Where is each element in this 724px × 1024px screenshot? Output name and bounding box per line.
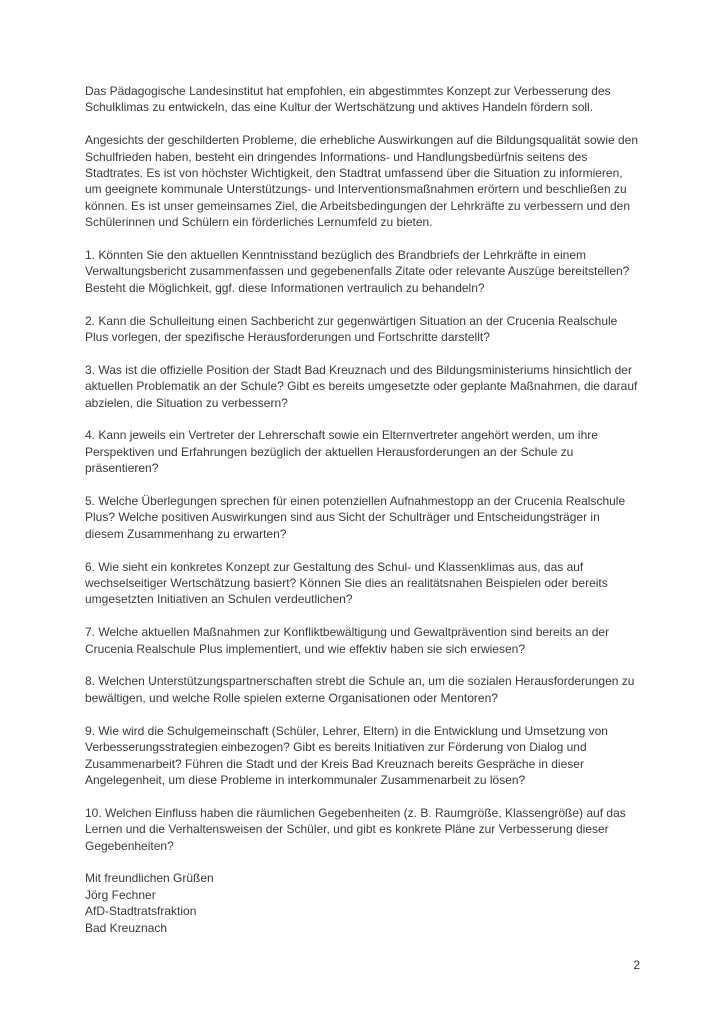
question-10: 10. Welchen Einfluss haben die räumlichen Gegebenheiten (z. B. Raumgröße, Klassengröße) auf das Lernen und die Verhaltensweisen der Schüler, und gibt es konkrete Pläne zur Verbesserung dieser Gegebenheiten?	[85, 805, 626, 853]
signature-salutation: Mit freundlichen Grüßen	[85, 871, 214, 886]
question-8: 8. Welchen Unterstützungspartnerschaften strebt die Schule an, um die sozialen Herausforderungen zu bewältigen, und welche Rolle spielen externe Organisationen oder Mentoren?	[85, 674, 635, 705]
letter-body	[85, 83, 641, 936]
question-5: 5. Welche Überlegungen sprechen für einen potenziellen Aufnahmestopp an der Crucenia Realschule Plus? Welche positiven Auswirkungen sind aus Sicht der Schulträger und Entscheidungsträger in diesem Zusammenhang zu erwarten?	[85, 494, 626, 541]
page-number: 2	[633, 958, 640, 972]
question-7: 7. Welche aktuellen Maßnahmen zur Konfliktbewältigung und Gewaltprävention sind bereits an der Crucenia Realschule Plus implementiert, und wie effektiv haben sie sich erwiesen?	[85, 625, 610, 656]
question-3: 3. Was ist die offizielle Position der Stadt Bad Kreuznach und des Bildungsministeriums hinsichtlich der aktuellen Problematik an der Schule? Gibt es bereits umgesetzte oder geplante Maßnahmen, die darauf abzielen, die Situation zu verbessern?	[85, 362, 638, 410]
question-9: 9. Wie wird die Schulgemeinschaft (Schüler, Lehrer, Eltern) in die Entwicklung und Umsetzung von Verbesserungsstrategien einbezogen? Gibt es bereits Initiativen zur Förderung von Dialog und Zusammenarbeit? Führen die Stadt und der Kreis Bad Kreuznach bereits Gespräche in dieser Angelegenheit, um diese Probleme in interkommunaler Zusammenarbeit zu lösen?	[85, 723, 608, 787]
question-2: 2. Kann die Schulleitung einen Sachbericht zur gegenwärtigen Situation an der Crucenia Realschule Plus vorlegen, der spezifische Herausforderungen und Fortschritte darstellt?	[85, 313, 618, 345]
signature-block	[85, 870, 641, 936]
intro-paragraph-1: Das Pädagogische Landesinstitut hat empfohlen, ein abgestimmtes Konzept zur Verbesserung des Schulklimas zu entwickeln, das eine Kultur der Wertschätzung und aktives Handeln fördern soll.	[85, 84, 611, 115]
question-4: 4. Kann jeweils ein Vertreter der Lehrerschaft sowie ein Elternvertreter angehört werden, um ihre Perspektiven und Erfahrungen bezüglich der aktuellen Herausforderungen an der Schule zu präsentieren?	[85, 428, 598, 476]
intro-paragraph-2: Angesichts der geschilderten Probleme, die erhebliche Auswirkungen auf die Bildungsqualität sowie den Schulfrieden haben, besteht ein dringendes Informations- und Handlungsbedürfnis seitens des Stadtrates. Es ist von höchster Wichtigkeit, den Stadtrat umfassend über die Situation zu informieren, um geeignete kommunale Unterstützungs- und Interventionsmaßnahmen erörtern und beschließen zu können. Es ist unser gemeinsames Ziel, die Arbeitsbedingungen der Lehrkräfte zu verbessern und den Schülerinnen und Schülern ein förderliches Lernumfeld zu bieten.	[85, 133, 639, 230]
question-1: 1. Könnten Sie den aktuellen Kenntnisstand bezüglich des Brandbriefs der Lehrkräfte in einem Verwaltungsbericht zusammenfassen und gegebenenfalls Zitate oder relevante Auszüge bereitstellen? Besteht die Möglichkeit, ggf. diese Informationen vertraulich zu behandeln?	[85, 248, 630, 295]
signature-location: Bad Kreuznach	[85, 920, 168, 935]
signature-name: Jörg Fechner	[85, 887, 156, 902]
question-6: 6. Wie sieht ein konkretes Konzept zur Gestaltung des Schul- und Klassenklimas aus, das auf wechselseitiger Wertschätzung basiert? Können Sie dies an realitätsnahen Beispielen oder bereits umgesetzten Initiativen an Schulen verdeutlichen?	[85, 559, 608, 607]
signature-organization: AfD-Stadtratsfraktion	[85, 904, 197, 919]
